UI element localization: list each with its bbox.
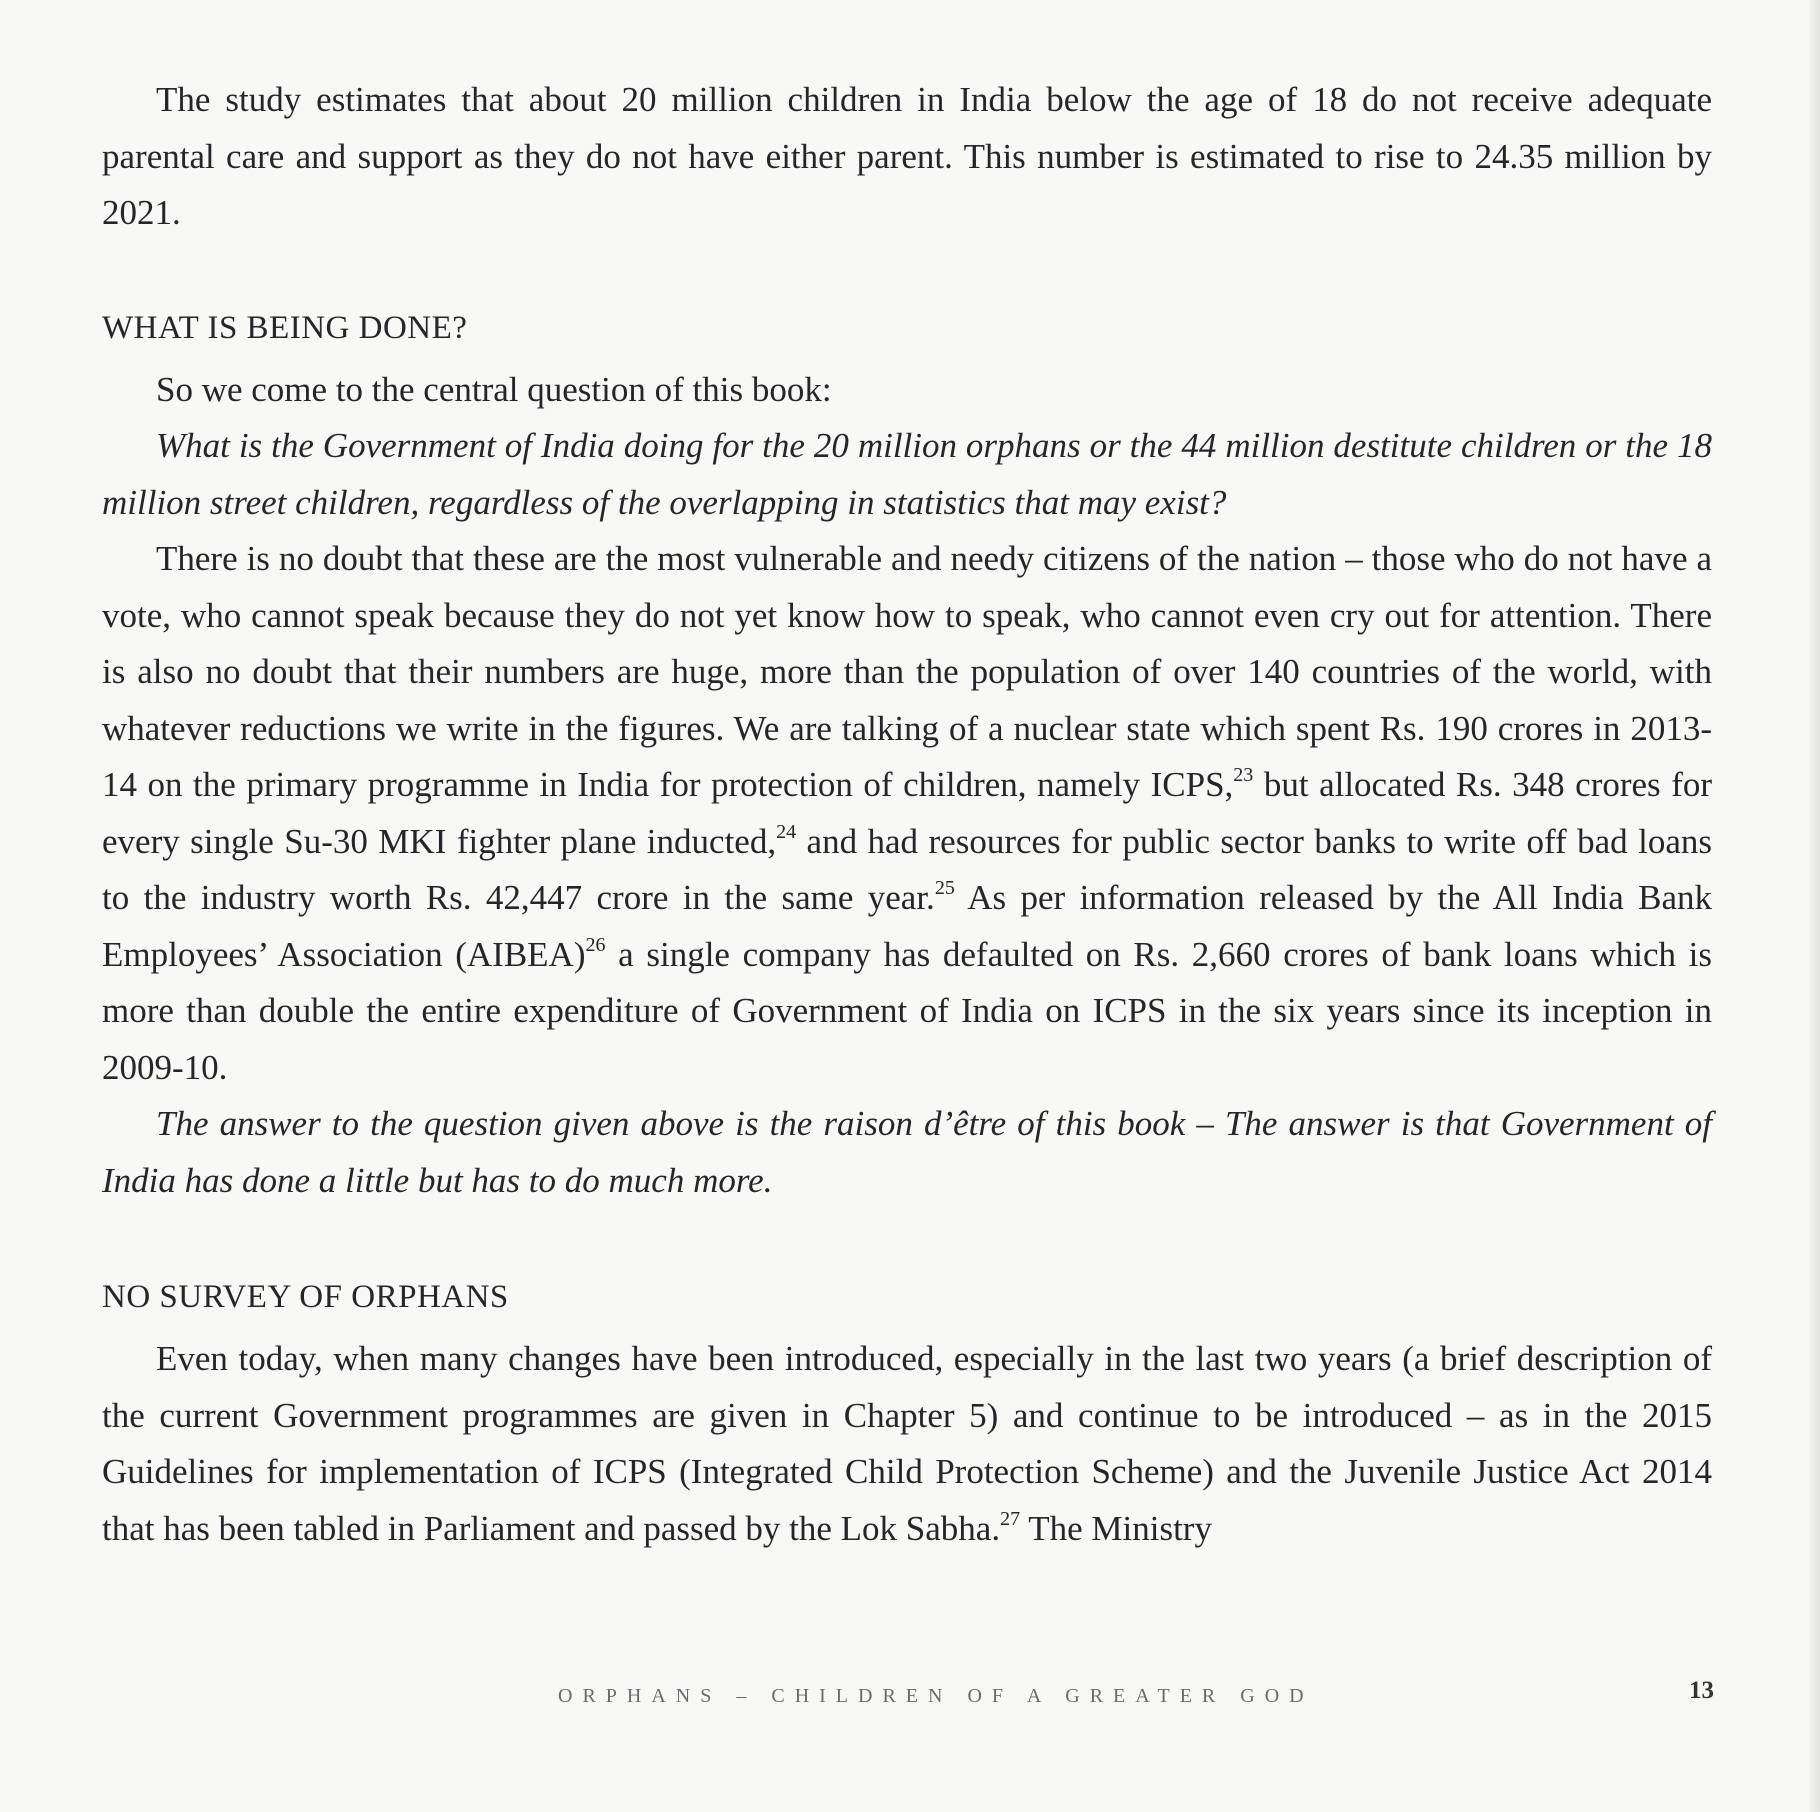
footnote-ref-25: 25 <box>934 877 955 900</box>
paragraph-study-estimate: The study estimates that about 20 million children in India below the age of 18 do not receive adequate parental care and support as they do not have either parent. This number is estimated to rise to 24.35 million by 2021. <box>102 80 1712 232</box>
paragraph-central-question-intro: So we come to the central question of this book: <box>156 369 832 409</box>
footnote-ref-23: 23 <box>1233 764 1254 787</box>
page-number: 13 <box>1689 1677 1714 1704</box>
footnote-ref-27: 27 <box>1000 1507 1021 1530</box>
paragraph-even-today <box>102 1331 1712 1557</box>
text-span: As per information released by the All India Bank Employees’ Association (AIBEA) <box>102 878 1712 974</box>
paragraph-central-question: What is the Government of India doing for the 20 million orphans or the 44 million destitute children or the 18 million street children, regardless of the overlapping in statistics that may exist? <box>102 426 1712 522</box>
text-span: There is no doubt that these are the most vulnerable and needy citizens of the nation – those who do not have a vote, who cannot speak because they do not yet know how to speak, who cannot even cry out for attention. There is also no doubt that their numbers are huge, more than the population of over 140 countries of the world, with whatever reductions we write in the figures. We are talking of a nuclear state which spent Rs. 190 crores in 2013-14 on the primary programme in India for protection of children, namely ICPS, <box>102 539 1712 804</box>
paragraph-answer: The answer to the question given above is the raison d’être of this book – The answer is that Government of India has done a little but has to do much more. <box>102 1104 1712 1200</box>
text-span: The Ministry <box>1020 1508 1212 1548</box>
body-text <box>102 72 1712 1557</box>
footnote-ref-24: 24 <box>776 820 797 843</box>
text-span: a single company has defaulted on Rs. 2,660 crores of bank loans which is more than double the entire expenditure of Government of India on ICPS in the six years since its inception in 2009-10. <box>102 934 1712 1087</box>
section-heading-no-survey: NO SURVEY OF ORPHANS <box>102 1279 509 1315</box>
text-span: Even today, when many changes have been introduced, especially in the last two years (a brief description of the current Government programmes are given in Chapter 5) and continue to be introduced – as in the 2015 Guidelines for implementation of ICPS (Integrated Child Protection Scheme) and the Juvenile Justice Act 2014 that has been tabled in Parliament and passed by the Lok Sabha. <box>102 1339 1712 1548</box>
paragraph-vulnerable-citizens <box>102 531 1712 1096</box>
running-title: ORPHANS – CHILDREN OF A GREATER GOD <box>558 1685 1314 1707</box>
footnote-ref-26: 26 <box>585 933 606 956</box>
page-edge-shadow <box>1810 0 1820 1812</box>
page-footer <box>0 1677 1820 1717</box>
text-span: but allocated Rs. 348 crores for every single Su-30 MKI fighter plane inducted, <box>102 765 1712 861</box>
text-span: and had resources for public sector banks to write off bad loans to the industry worth Rs. 42,447 crore in the same year. <box>102 821 1712 917</box>
section-heading-what-is-being-done: WHAT IS BEING DONE? <box>102 309 468 346</box>
